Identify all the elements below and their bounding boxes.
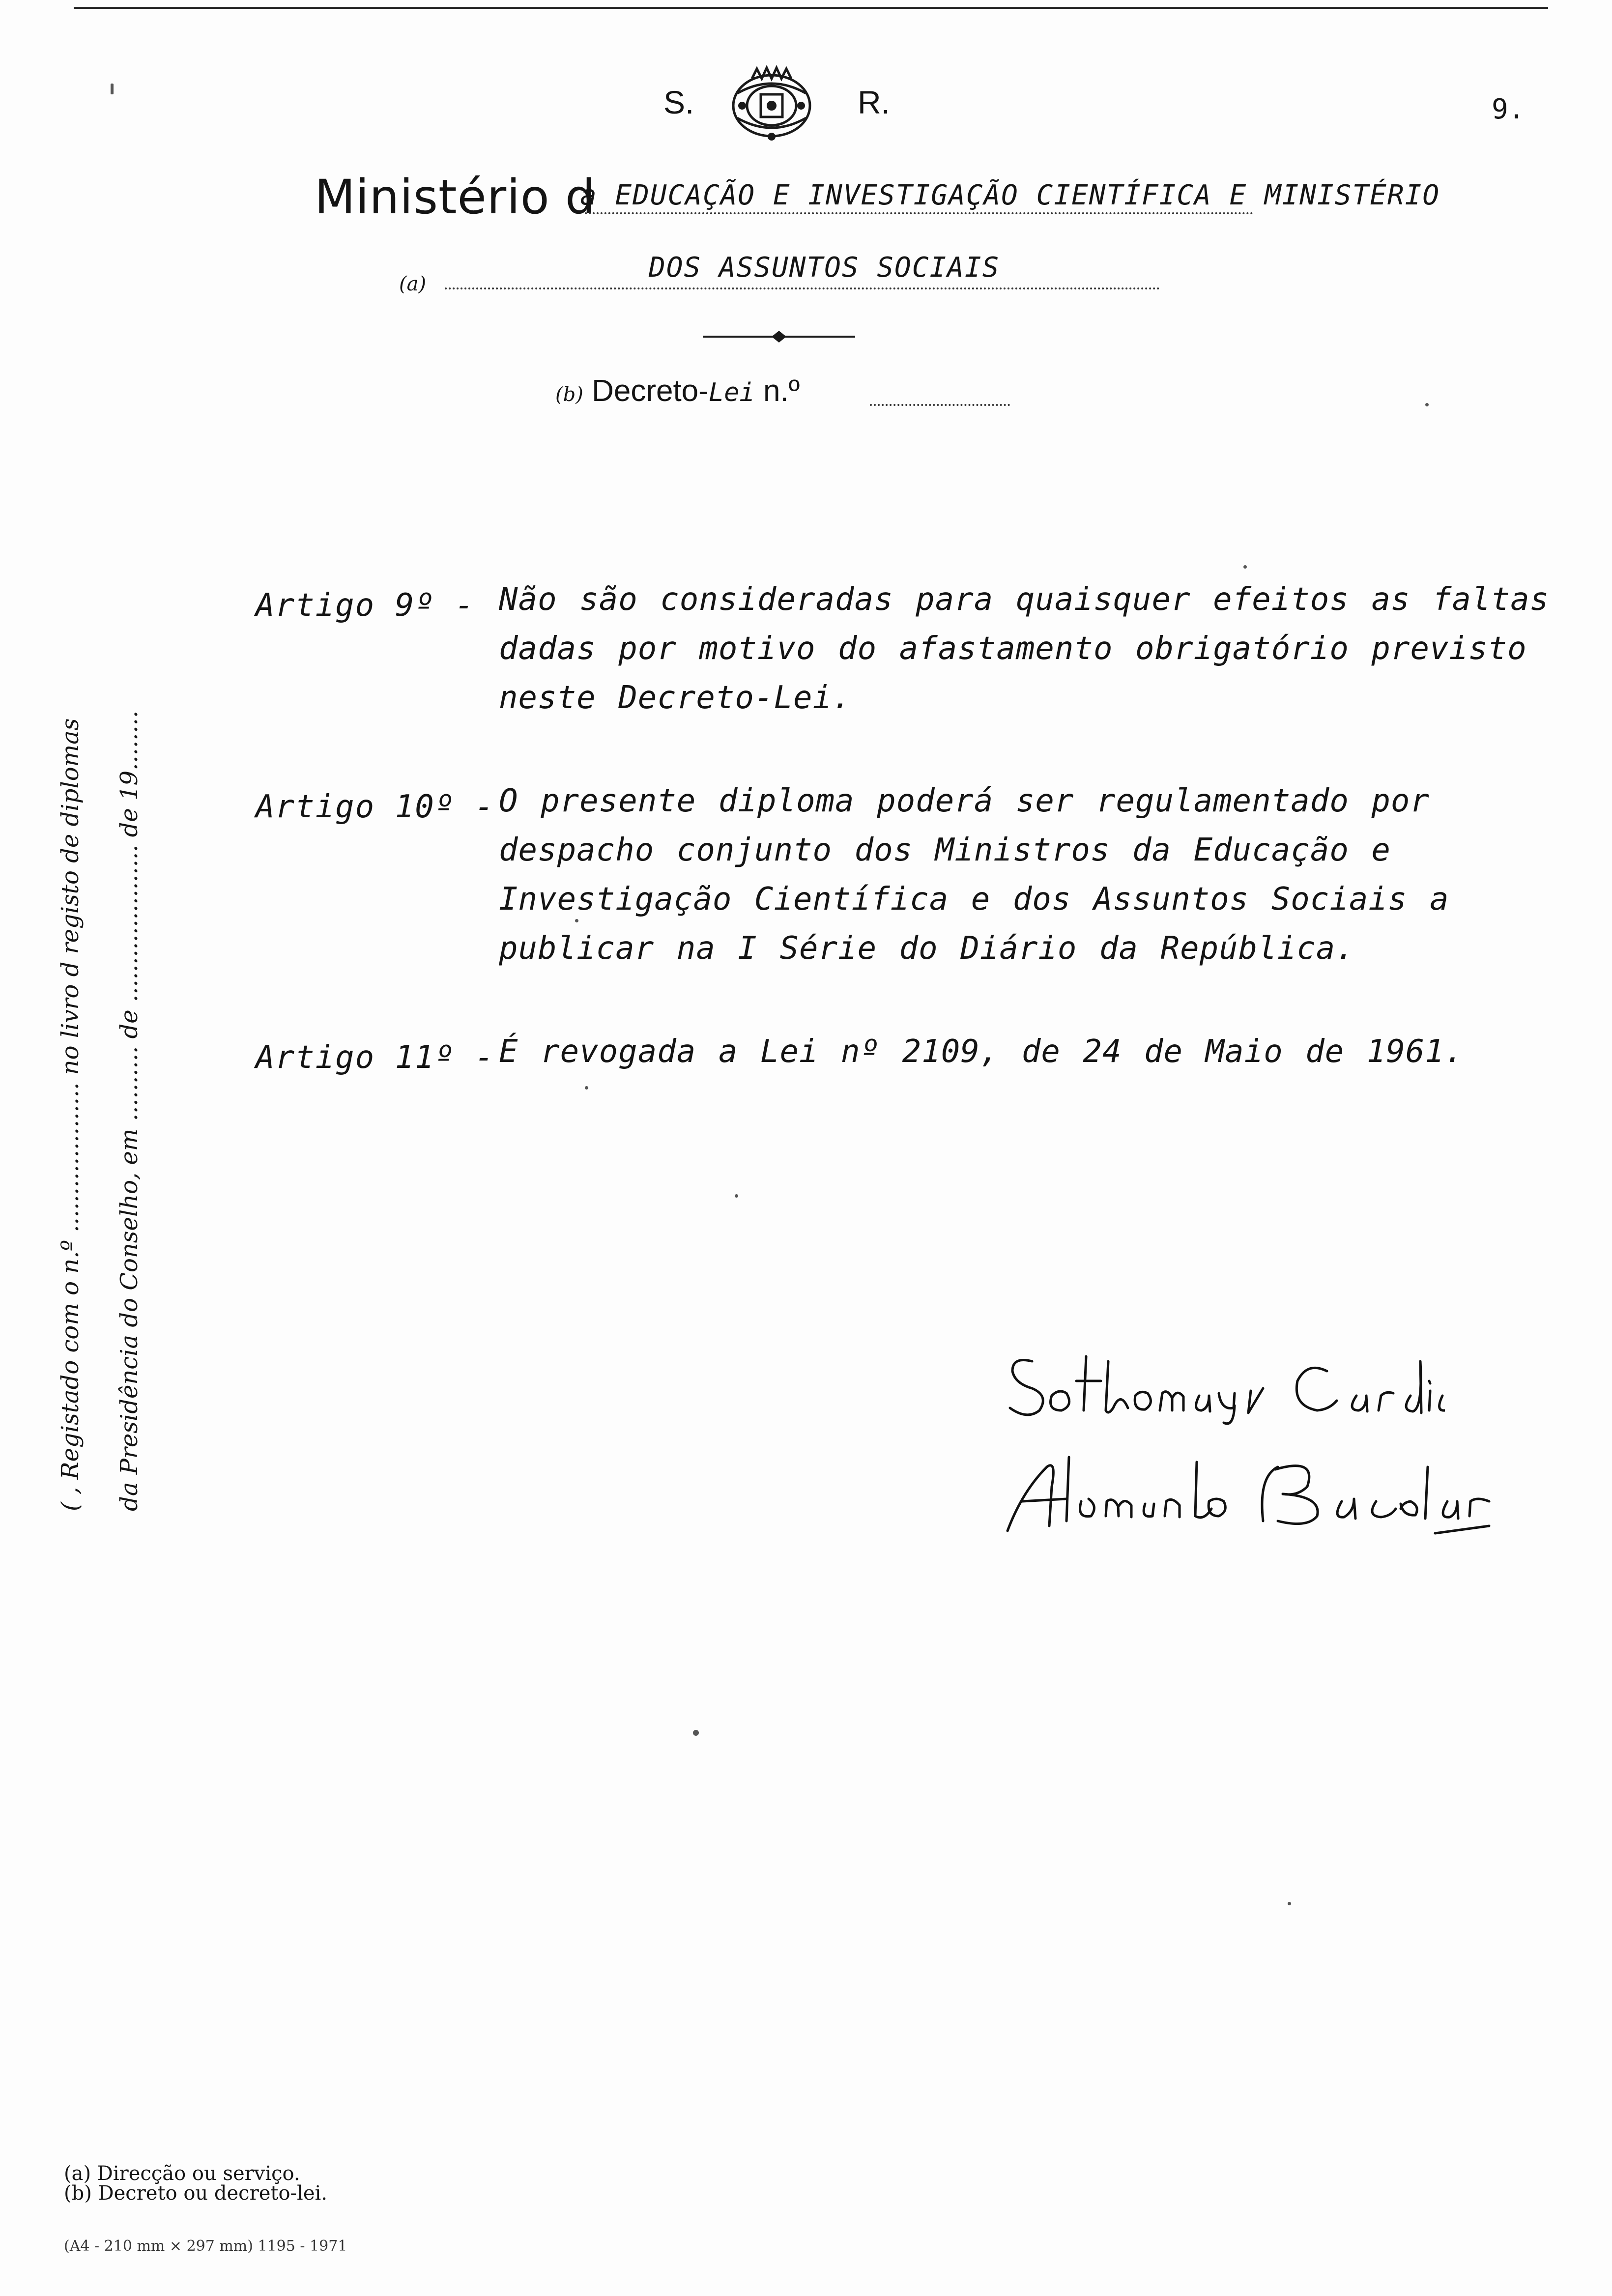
direction-dotted-line [445, 287, 1160, 289]
decreto-number-label: n.º [763, 374, 800, 408]
article-11-text: É revogada a Lei nº 2109, de 24 de Maio de 1961. [499, 1033, 1464, 1070]
footnote-b: (b) Decreto ou decreto-lei. [64, 2182, 328, 2205]
scan-speck [1288, 1902, 1291, 1905]
article-11-label: Artigo 11º - [256, 1039, 495, 1076]
ministry-name-line2: DOS ASSUNTOS SOCIAIS [649, 252, 1000, 284]
scan-speck [1243, 565, 1247, 569]
article-10-text: O presente diploma poderá ser regulamentado por despacho conjunto dos Ministros da Educação e Investigação Científica e dos Assuntos Sociais a publicar na I Série do Diário da República. [499, 783, 1449, 967]
top-border-line [74, 7, 1548, 9]
print-format-info: (A4 - 210 mm × 297 mm) 1195 - 1971 [64, 2238, 347, 2255]
scan-speck [735, 1194, 738, 1198]
footnote-marker-b: (b) [555, 383, 583, 406]
decreto-lei-handwritten: Lei [708, 378, 755, 407]
signature-almeida-barcelar [1003, 1447, 1494, 1546]
header-letter-r: R. [858, 84, 890, 120]
ministry-prefix: Ministério d [315, 170, 596, 225]
footnote-a: (a) Direcção ou serviço. [64, 2162, 300, 2185]
scan-mark [111, 84, 114, 94]
registration-note-line1: ( , Registado com o n.º .................... no livro d registo de diplomas [57, 718, 84, 1511]
coat-of-arms-emblem [722, 64, 821, 147]
article-9-text: Não são consideradas para quaisquer efeitos as faltas dadas por motivo do afastamento obrigatório previsto neste Decreto-Lei. [499, 581, 1550, 716]
article-10-label: Artigo 10º - [256, 789, 495, 825]
decreto-number-dotted-line [870, 404, 1010, 406]
signature-sottomayor-cardia [1003, 1342, 1445, 1425]
separator-ornament [703, 327, 855, 346]
decreto-heading [555, 373, 800, 408]
scan-speck [1425, 403, 1429, 406]
ministry-name-line1: a EDUCAÇÃO E INVESTIGAÇÃO CIENTÍFICA E MINISTÉRIO [580, 179, 1440, 211]
footnote-marker-a: (a) [399, 273, 427, 295]
scan-speck [575, 919, 578, 922]
header-letter-s: S. [663, 84, 694, 120]
registration-note-line2: da Presidência do Conselho, em .......... de ..................... de 19........ [115, 710, 143, 1511]
scan-speck [693, 1730, 699, 1736]
ministry-dotted-line [585, 212, 1253, 214]
decreto-label: Decreto- [592, 374, 709, 408]
page-number: 9. [1492, 93, 1525, 125]
article-9-label: Artigo 9º - [256, 587, 475, 624]
scan-speck [585, 1086, 588, 1090]
